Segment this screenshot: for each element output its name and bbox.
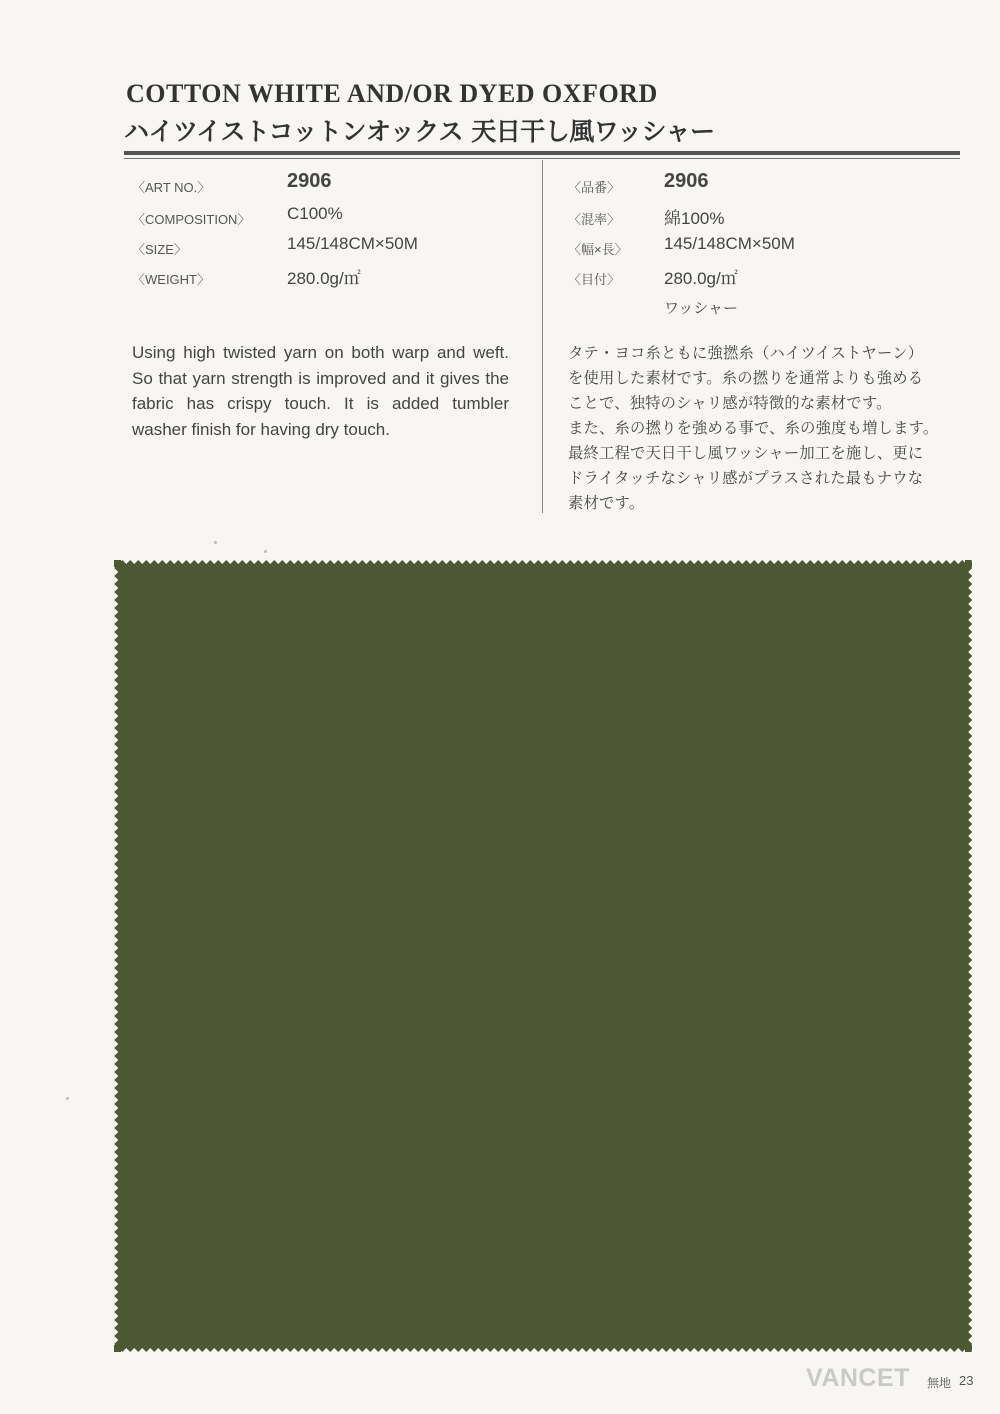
page-title-english: COTTON WHITE AND/OR DYED OXFORD — [126, 79, 658, 108]
description-line: を使用した素材です。糸の撚りを通常よりも強める — [568, 369, 924, 387]
title-rule-thick — [124, 151, 960, 155]
description-line: また、糸の撚りを強める事で、糸の強度も増します。 — [568, 419, 939, 437]
dust-speck — [264, 550, 267, 553]
column-divider — [542, 160, 543, 513]
spec-label: 〈WEIGHT〉 — [132, 272, 210, 287]
spec-value: ワッシャー — [664, 300, 738, 317]
footer-brand-logo: VANCET — [806, 1364, 910, 1392]
spec-label: 〈SIZE〉 — [132, 242, 187, 257]
spec-value: 145/148CM×50M — [664, 234, 795, 253]
dust-speck — [66, 1097, 69, 1100]
spec-label: 〈COMPOSITION〉 — [132, 212, 251, 227]
spec-value: 2906 — [664, 170, 709, 192]
description-line: タテ・ヨコ糸ともに強撚糸（ハイツイストヤーン） — [568, 344, 924, 362]
page-title-japanese: ハイツイストコットンオックス 天日干し風ワッシャー — [124, 117, 715, 146]
spec-value: 280.0g/㎡ — [664, 269, 738, 288]
footer-page-number: 23 — [959, 1373, 974, 1388]
spec-value: 2906 — [287, 170, 332, 192]
description-line: 最終工程で天日干し風ワッシャー加工を施し、更に — [568, 444, 924, 462]
pinked-edge-bottom — [114, 1345, 972, 1352]
pinked-edge-right — [965, 560, 972, 1352]
fabric-swatch — [114, 560, 972, 1352]
spec-label: 〈品番〉 — [568, 180, 621, 195]
description-japanese — [568, 341, 946, 516]
swatch-fill — [120, 566, 966, 1346]
spec-label: 〈目付〉 — [568, 272, 621, 287]
description-english: Using high twisted yarn on both warp and weft. So that yarn strength is improved and it gives the fabric has crispy touch. It is added tumbler washer finish for having dry touch. — [132, 343, 509, 439]
spec-value: 145/148CM×50M — [287, 234, 418, 253]
spec-label: 〈ART NO.〉 — [132, 180, 211, 195]
description-line: 素材です。 — [568, 494, 645, 512]
spec-value: C100% — [287, 204, 343, 223]
title-rule-thin — [124, 158, 960, 159]
dust-speck — [214, 541, 217, 544]
spec-label: 〈混率〉 — [568, 212, 621, 227]
description-line: ことで、独特のシャリ感が特徴的な素材です。 — [568, 394, 892, 412]
spec-value: 280.0g/㎡ — [287, 269, 361, 288]
footer-category: 無地 — [927, 1376, 952, 1390]
spec-label: 〈幅×長〉 — [568, 242, 628, 257]
spec-value: 綿100% — [664, 209, 725, 228]
description-line: ドライタッチなシャリ感がプラスされた最もナウな — [568, 469, 924, 487]
